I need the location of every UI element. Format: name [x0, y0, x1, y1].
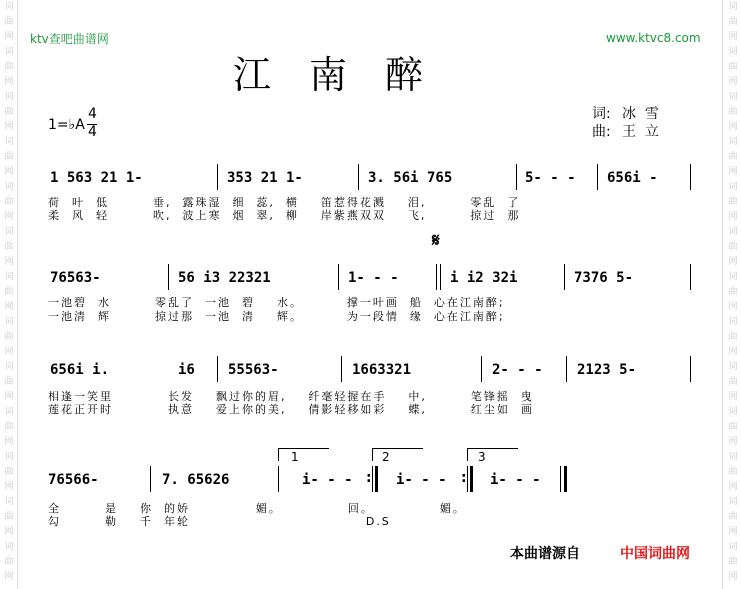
row3-measure3: 55563- [228, 362, 279, 378]
volta-3 [467, 448, 518, 461]
watermark-char: 网 [4, 167, 14, 177]
watermark-char: 曲 [728, 17, 738, 27]
watermark-char: 曲 [728, 197, 738, 207]
row2-measure5: 7376 5- [574, 270, 634, 286]
watermark-char: 曲 [4, 287, 14, 297]
watermark-char: 曲 [4, 62, 14, 72]
watermark-char: 网 [728, 77, 738, 87]
watermark-char: 词 [728, 542, 738, 552]
watermark-char: 词 [4, 47, 14, 57]
watermark-char: 网 [4, 122, 14, 132]
watermark-char: 网 [728, 257, 738, 267]
row2-measure3: 1- - - [348, 270, 399, 286]
barline [597, 164, 598, 190]
final-barline-thin [560, 466, 561, 492]
watermark-char: 曲 [728, 512, 738, 522]
row3-lyrics2: 莲花正开时 执意 爱上你的美, 倩影轻移如彩 蝶, 红尘如 画 [48, 403, 534, 416]
watermark-char: 曲 [728, 242, 738, 252]
watermark-char: 词 [4, 542, 14, 552]
watermark-char: 曲 [4, 467, 14, 477]
watermark-char: 曲 [4, 332, 14, 342]
watermark-char: 网 [4, 347, 14, 357]
row4-measure2: 7. 65626 [162, 472, 230, 488]
watermark-char: 网 [728, 437, 738, 447]
row2-measure1: 76563- [50, 270, 101, 286]
barline [690, 356, 691, 382]
watermark-char: 网 [4, 572, 14, 582]
barline [338, 264, 339, 290]
footer-prefix: 本曲谱源自 [510, 546, 580, 562]
watermark-char: 网 [728, 32, 738, 42]
watermark-char: 网 [728, 167, 738, 177]
footer-source: 中国词曲网 [620, 546, 690, 562]
row4-lyrics1: 全 是 你 的娇 媚。 回。 媚。 [48, 502, 466, 515]
composer-label: 曲: [592, 124, 611, 140]
watermark-char: 词 [728, 497, 738, 507]
watermark-char: 词 [728, 407, 738, 417]
barline [341, 356, 342, 382]
row1-measure2: 353 21 1- [227, 170, 303, 186]
time-signature-bottom: 4 [88, 124, 97, 140]
time-signature-top: 4 [88, 106, 97, 122]
row2-measure4: i i2 32i [450, 270, 518, 286]
watermark-char: 网 [728, 392, 738, 402]
watermark-char: 曲 [728, 377, 738, 387]
watermark-char: 词 [728, 272, 738, 282]
watermark-char: 词 [728, 2, 738, 12]
right-watermark [726, 0, 740, 585]
key-signature: 1=♭A [48, 117, 85, 133]
repeat-dots: : [366, 470, 372, 486]
row3-measure2: i6 [178, 362, 195, 378]
barline [150, 466, 151, 492]
watermark-char: 词 [4, 2, 14, 12]
repeat-dots: : [461, 470, 467, 486]
watermark-char: 词 [728, 92, 738, 102]
watermark-char: 词 [728, 227, 738, 237]
barline [467, 466, 468, 492]
watermark-char: 词 [728, 182, 738, 192]
watermark-char: 网 [4, 302, 14, 312]
song-title: 江南醉 [233, 53, 462, 97]
volta-2 [372, 448, 423, 461]
watermark-char: 曲 [728, 467, 738, 477]
site-name-left: ktv查吧曲谱网 [30, 32, 109, 46]
watermark-char: 词 [4, 272, 14, 282]
row4-lyrics2: 勾 勒 千 年轮 D.S [48, 515, 391, 528]
row1-measure4: 5- - - [525, 170, 576, 186]
row1-measure1: 1 563 21 1- [50, 170, 143, 186]
watermark-char: 曲 [4, 107, 14, 117]
barline [217, 356, 218, 382]
watermark-char: 曲 [728, 557, 738, 567]
watermark-char: 网 [4, 77, 14, 87]
watermark-char: 曲 [4, 557, 14, 567]
watermark-char: 词 [4, 92, 14, 102]
watermark-char: 曲 [728, 332, 738, 342]
barline [566, 356, 567, 382]
watermark-char: 词 [4, 137, 14, 147]
site-url-right: www.ktvc8.com [606, 31, 701, 45]
barline [436, 264, 437, 290]
barline [168, 264, 169, 290]
volta-1-label: 1 [291, 450, 299, 464]
watermark-char: 网 [4, 212, 14, 222]
row3-measure5: 2- - - [492, 362, 543, 378]
watermark-char: 曲 [4, 152, 14, 162]
watermark-char: 词 [728, 47, 738, 57]
row2-lyrics1: 一池碧 水 零乱了 一池 碧 水。 撑一叶画 船 心在江南醉; [48, 296, 505, 309]
watermark-char: 曲 [4, 197, 14, 207]
watermark-char: 曲 [4, 17, 14, 27]
row4-measure5: i- - - [490, 472, 541, 488]
watermark-char: 网 [728, 482, 738, 492]
watermark-char: 网 [4, 392, 14, 402]
row1-lyrics2: 柔 风 轻 吹, 波上寒 烟 翠, 柳 岸紫燕双双 飞, 掠过 那 [48, 209, 521, 222]
segno-sign: 𝄋 [432, 230, 440, 251]
lyricist: 冰 雪 [622, 106, 659, 122]
watermark-char: 曲 [728, 422, 738, 432]
volta-3-label: 3 [478, 450, 486, 464]
barline [564, 264, 565, 290]
watermark-char: 网 [4, 527, 14, 537]
left-watermark [2, 0, 16, 585]
barline [481, 356, 482, 382]
watermark-char: 网 [4, 32, 14, 42]
watermark-char: 词 [4, 317, 14, 327]
watermark-char: 网 [4, 437, 14, 447]
row4-measure4: i- - - [396, 472, 447, 488]
barline [690, 264, 691, 290]
watermark-char: 网 [4, 257, 14, 267]
barline [278, 466, 279, 492]
watermark-char: 网 [728, 347, 738, 357]
watermark-char: 网 [4, 482, 14, 492]
repeat-barline [375, 466, 378, 492]
watermark-char: 词 [4, 182, 14, 192]
watermark-char: 曲 [728, 62, 738, 72]
watermark-char: 曲 [728, 152, 738, 162]
watermark-char: 网 [728, 302, 738, 312]
watermark-char: 词 [4, 407, 14, 417]
barline [358, 164, 359, 190]
watermark-char: 词 [4, 362, 14, 372]
barline [440, 264, 441, 290]
watermark-char: 词 [4, 227, 14, 237]
barline [372, 466, 373, 492]
volta-1 [278, 448, 329, 461]
watermark-char: 曲 [4, 512, 14, 522]
watermark-char: 网 [728, 122, 738, 132]
watermark-char: 曲 [4, 422, 14, 432]
row1-lyrics1: 荷 叶 低 垂, 露珠湿 细 蕊, 横 笛惹得花溅 泪, 零乱 了 [48, 196, 521, 209]
watermark-char: 词 [4, 452, 14, 462]
row1-measure3: 3. 56i 765 [368, 170, 453, 186]
row2-lyrics2: 一池清 辉 掠过那 一池 清 辉。 为一段情 缘 心在江南醉; [48, 310, 505, 323]
row3-measure1: 656i i. [50, 362, 110, 378]
row3-lyrics1: 相逢一笑里 长发 飘过你的眉, 纤毫轻握在手 中, 笔锋摇 曳 [48, 390, 534, 403]
watermark-char: 词 [728, 317, 738, 327]
watermark-char: 曲 [4, 377, 14, 387]
composer: 王 立 [622, 124, 659, 140]
watermark-char: 词 [4, 497, 14, 507]
barline [217, 164, 218, 190]
row4-measure3: i- - - [302, 472, 353, 488]
watermark-char: 曲 [728, 287, 738, 297]
watermark-char: 曲 [4, 242, 14, 252]
watermark-char: 曲 [728, 107, 738, 117]
volta-2-label: 2 [382, 450, 390, 464]
row2-measure2: 56 i3 22321 [178, 270, 271, 286]
repeat-barline [470, 466, 473, 492]
watermark-char: 网 [728, 527, 738, 537]
final-barline-thick [564, 466, 567, 492]
lyricist-label: 词: [592, 106, 611, 122]
row3-measure4: 1663321 [352, 362, 412, 378]
watermark-char: 网 [728, 212, 738, 222]
row1-measure5: 656i - [607, 170, 658, 186]
row4-measure1: 76566- [48, 472, 99, 488]
watermark-char: 词 [728, 362, 738, 372]
barline [516, 164, 517, 190]
row3-measure6: 2123 5- [577, 362, 637, 378]
watermark-char: 网 [728, 572, 738, 582]
watermark-char: 词 [728, 137, 738, 147]
watermark-char: 词 [728, 452, 738, 462]
barline [690, 164, 691, 190]
